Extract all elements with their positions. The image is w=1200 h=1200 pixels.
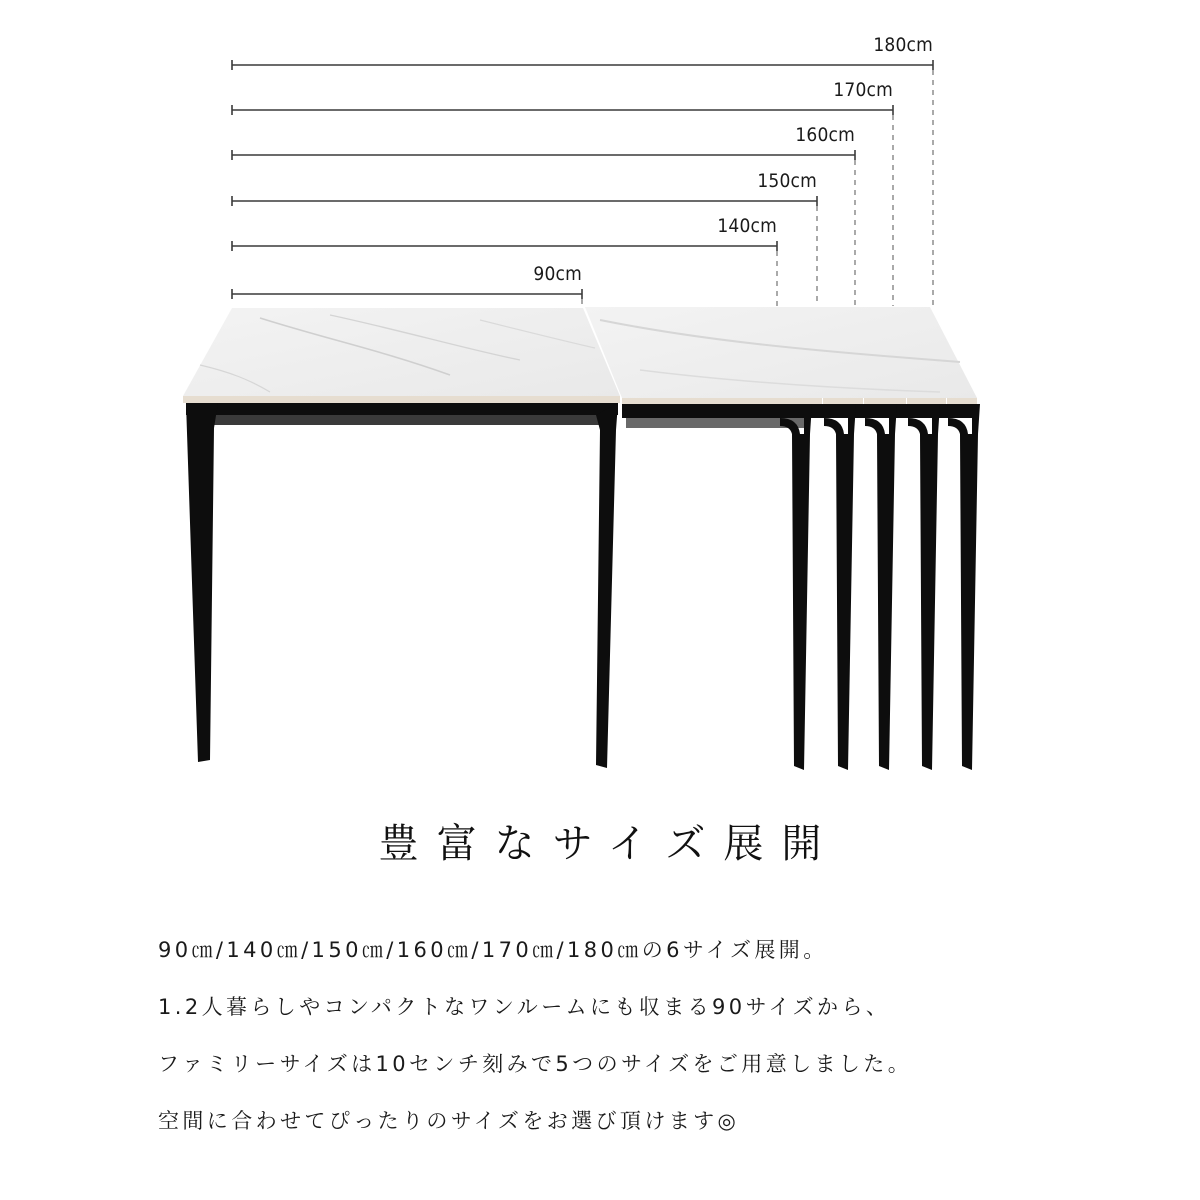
dimension-label: 170cm bbox=[833, 79, 893, 101]
section-heading: 豊富なサイズ展開 bbox=[378, 821, 840, 867]
short-table-apron bbox=[186, 403, 618, 415]
long-table-edge bbox=[622, 398, 977, 404]
description-line: 1.2人暮らしやコンパクトなワンルームにも収まる90サイズから、 bbox=[158, 995, 891, 1019]
description-line: ファミリーサイズは10センチ刻みで5つのサイズをご用意しました。 bbox=[158, 1052, 913, 1076]
leg bbox=[780, 404, 812, 770]
short-table-edge bbox=[183, 396, 620, 403]
dimension-label: 90cm bbox=[533, 263, 582, 285]
short-table-90 bbox=[183, 308, 620, 768]
dimension-label: 180cm bbox=[873, 34, 933, 56]
leg bbox=[596, 403, 618, 768]
short-table-top bbox=[183, 308, 620, 396]
leg bbox=[948, 404, 980, 770]
long-table-apron bbox=[622, 404, 977, 418]
description-line: 90㎝/140㎝/150㎝/160㎝/170㎝/180㎝の6サイズ展開。 bbox=[158, 938, 828, 962]
leg bbox=[908, 404, 940, 770]
dimension-label: 140cm bbox=[717, 215, 777, 237]
dimension-label: 150cm bbox=[757, 170, 817, 192]
description-block bbox=[158, 922, 1158, 1150]
long-table-legs bbox=[780, 398, 980, 770]
leg bbox=[186, 403, 218, 762]
leg bbox=[865, 404, 897, 770]
description-line: 空間に合わせてぴったりのサイズをお選び頂けます◎ bbox=[158, 1109, 740, 1133]
long-table bbox=[585, 307, 980, 770]
dimension-label: 160cm bbox=[795, 124, 855, 146]
leg bbox=[824, 404, 856, 770]
